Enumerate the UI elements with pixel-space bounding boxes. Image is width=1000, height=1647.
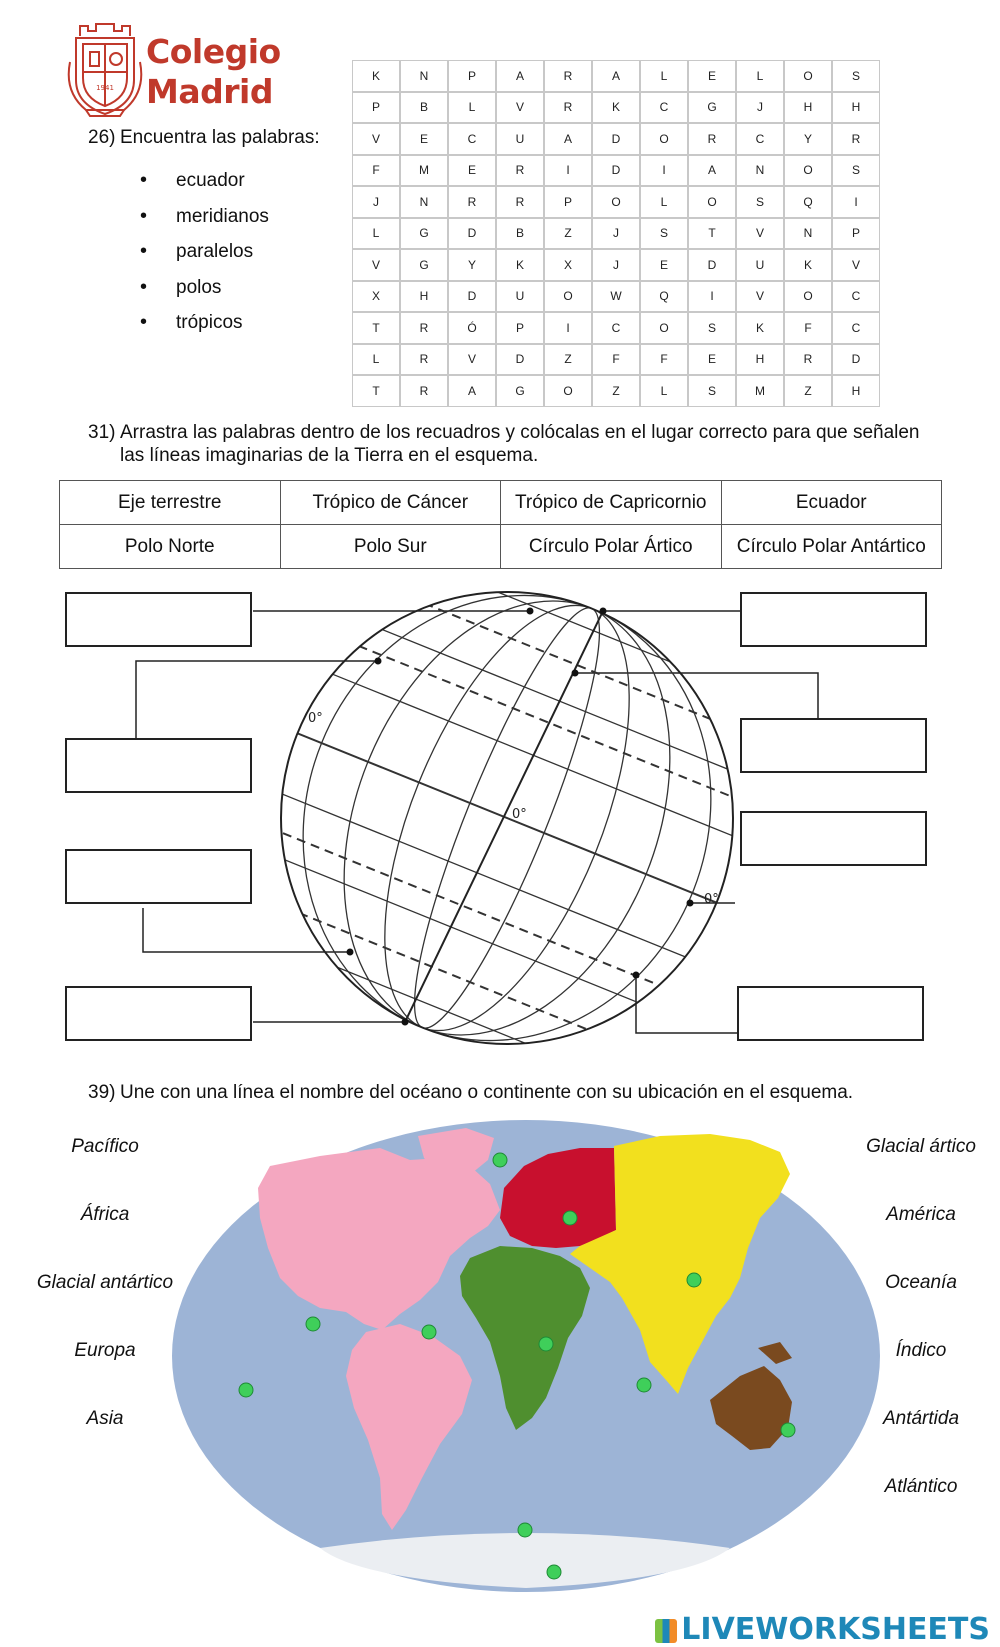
grid-cell[interactable]: C	[736, 123, 784, 155]
grid-cell[interactable]: V	[832, 249, 880, 281]
grid-cell[interactable]: G	[400, 249, 448, 281]
grid-cell[interactable]: V	[736, 281, 784, 313]
grid-cell[interactable]: F	[640, 344, 688, 376]
grid-cell[interactable]: R	[400, 375, 448, 407]
q26-number: 26)	[88, 127, 116, 148]
grid-cell[interactable]: E	[640, 249, 688, 281]
drop-box[interactable]	[740, 811, 927, 866]
grid-cell[interactable]: V	[352, 123, 400, 155]
grid-cell[interactable]: S	[688, 312, 736, 344]
grid-cell[interactable]: C	[592, 312, 640, 344]
grid-cell[interactable]: G	[688, 92, 736, 124]
map-label[interactable]: Pacífico	[71, 1136, 139, 1157]
grid-cell[interactable]: D	[448, 218, 496, 250]
word-bank-table	[59, 480, 942, 569]
globe-grid	[193, 580, 820, 1050]
grid-cell[interactable]: B	[496, 218, 544, 250]
q26-word-list	[140, 168, 269, 346]
grid-cell[interactable]: R	[448, 186, 496, 218]
grid-cell[interactable]: S	[688, 375, 736, 407]
word-item: • trópicos	[140, 310, 269, 346]
grid-cell[interactable]: R	[544, 60, 592, 92]
q31-text-line1: Arrastra las palabras dentro de los recuadros y colócalas en el lugar correcto para que señalen	[120, 422, 920, 443]
map-label[interactable]: África	[80, 1204, 130, 1225]
grid-cell[interactable]: R	[832, 123, 880, 155]
grid-cell[interactable]: A	[544, 123, 592, 155]
marker-smiley-icon[interactable]	[547, 1565, 561, 1579]
drop-box[interactable]	[737, 986, 924, 1041]
grid-cell[interactable]: K	[736, 312, 784, 344]
q39-number: 39)	[88, 1082, 116, 1103]
grid-cell[interactable]: L	[352, 344, 400, 376]
word-option[interactable]: Círculo Polar Antártico	[721, 525, 942, 569]
grid-cell[interactable]: Z	[544, 344, 592, 376]
drop-box[interactable]	[65, 986, 252, 1041]
grid-cell[interactable]: M	[736, 375, 784, 407]
grid-row	[352, 218, 880, 250]
grid-cell[interactable]: H	[400, 281, 448, 313]
word-item: • paralelos	[140, 239, 269, 275]
marker-smiley-icon[interactable]	[493, 1153, 507, 1167]
word-search-grid	[352, 60, 880, 407]
q26-text: Encuentra las palabras:	[120, 127, 320, 148]
grid-cell[interactable]: H	[832, 375, 880, 407]
marker-smiley-icon[interactable]	[518, 1523, 532, 1537]
grid-cell[interactable]: K	[592, 92, 640, 124]
word-option[interactable]: Trópico de Cáncer	[280, 481, 501, 525]
degree-label: 0°	[704, 892, 719, 907]
word-option[interactable]: Polo Norte	[60, 525, 281, 569]
grid-cell[interactable]: M	[400, 155, 448, 187]
grid-cell[interactable]: X	[544, 249, 592, 281]
grid-cell[interactable]: L	[640, 186, 688, 218]
grid-cell[interactable]: I	[544, 312, 592, 344]
q31-text-line2: las líneas imaginarias de la Tierra en el esquema.	[120, 445, 539, 466]
grid-cell[interactable]: U	[496, 281, 544, 313]
grid-cell[interactable]: I	[688, 281, 736, 313]
q39-text: Une con una línea el nombre del océano o continente con su ubicación en el esquema.	[120, 1082, 854, 1103]
grid-cell[interactable]: V	[496, 92, 544, 124]
grid-cell[interactable]: A	[592, 60, 640, 92]
grid-cell[interactable]: S	[640, 218, 688, 250]
drop-box[interactable]	[740, 592, 927, 647]
grid-cell[interactable]: R	[496, 186, 544, 218]
map-label[interactable]: Atlántico	[884, 1476, 958, 1497]
svg-text:1941: 1941	[96, 84, 114, 92]
grid-cell[interactable]: I	[832, 186, 880, 218]
grid-cell[interactable]: D	[448, 281, 496, 313]
grid-cell[interactable]: B	[400, 92, 448, 124]
grid-cell[interactable]: G	[400, 218, 448, 250]
map-label[interactable]: Europa	[74, 1340, 136, 1361]
grid-cell[interactable]: Z	[544, 218, 592, 250]
marker-smiley-icon[interactable]	[563, 1211, 577, 1225]
grid-row	[352, 92, 880, 124]
grid-cell[interactable]: T	[352, 312, 400, 344]
marker-smiley-icon[interactable]	[306, 1317, 320, 1331]
grid-cell[interactable]: L	[736, 60, 784, 92]
marker-smiley-icon[interactable]	[239, 1383, 253, 1397]
grid-cell[interactable]: L	[448, 92, 496, 124]
grid-cell[interactable]: L	[640, 60, 688, 92]
marker-smiley-icon[interactable]	[687, 1273, 701, 1287]
drop-box[interactable]	[65, 592, 252, 647]
grid-row	[352, 344, 880, 376]
grid-cell[interactable]: X	[352, 281, 400, 313]
grid-cell[interactable]: O	[592, 186, 640, 218]
grid-cell[interactable]: Y	[784, 123, 832, 155]
grid-cell[interactable]: N	[784, 218, 832, 250]
grid-cell[interactable]: V	[352, 249, 400, 281]
grid-cell[interactable]: N	[736, 155, 784, 187]
drop-box[interactable]	[65, 738, 252, 793]
drop-box[interactable]	[740, 718, 927, 773]
word-option[interactable]: Trópico de Capricornio	[501, 481, 722, 525]
grid-cell[interactable]: U	[496, 123, 544, 155]
grid-cell[interactable]: V	[448, 344, 496, 376]
grid-cell[interactable]: Z	[784, 375, 832, 407]
grid-cell[interactable]: P	[352, 92, 400, 124]
school-name-line1: Colegio	[146, 32, 281, 71]
grid-cell[interactable]: J	[352, 186, 400, 218]
grid-cell[interactable]: L	[640, 375, 688, 407]
grid-cell[interactable]: D	[496, 344, 544, 376]
grid-cell[interactable]: C	[832, 281, 880, 313]
marker-smiley-icon[interactable]	[637, 1378, 651, 1392]
grid-cell[interactable]: N	[400, 186, 448, 218]
grid-cell[interactable]: G	[496, 375, 544, 407]
grid-cell[interactable]: H	[832, 92, 880, 124]
grid-cell[interactable]: O	[544, 281, 592, 313]
grid-cell[interactable]: F	[592, 344, 640, 376]
grid-cell[interactable]: D	[592, 155, 640, 187]
grid-cell[interactable]: C	[448, 123, 496, 155]
grid-cell[interactable]: J	[592, 249, 640, 281]
map-label[interactable]: Glacial ártico	[866, 1136, 976, 1157]
grid-cell[interactable]: K	[352, 60, 400, 92]
q31-number: 31)	[88, 422, 116, 443]
school-name-line2: Madrid	[146, 72, 273, 111]
brand-text: LIVEWORKSHEETS	[681, 1612, 990, 1647]
grid-cell[interactable]: O	[640, 123, 688, 155]
grid-cell[interactable]: P	[832, 218, 880, 250]
grid-cell[interactable]: J	[592, 218, 640, 250]
degree-label: 0°	[512, 807, 527, 822]
grid-cell[interactable]: N	[400, 60, 448, 92]
map-label[interactable]: Glacial antártico	[36, 1272, 174, 1293]
grid-cell[interactable]: Z	[592, 375, 640, 407]
world-map	[170, 1118, 882, 1596]
map-label[interactable]: Índico	[895, 1340, 947, 1361]
grid-cell[interactable]: Ó	[448, 312, 496, 344]
marker-smiley-icon[interactable]	[539, 1337, 553, 1351]
grid-cell[interactable]: E	[688, 60, 736, 92]
grid-cell[interactable]: R	[400, 344, 448, 376]
grid-cell[interactable]: H	[784, 92, 832, 124]
grid-cell[interactable]: O	[784, 60, 832, 92]
grid-cell[interactable]: E	[688, 344, 736, 376]
grid-cell[interactable]: S	[832, 155, 880, 187]
grid-cell[interactable]: D	[688, 249, 736, 281]
grid-cell[interactable]: F	[784, 312, 832, 344]
grid-cell[interactable]: E	[400, 123, 448, 155]
grid-cell[interactable]: Y	[448, 249, 496, 281]
grid-cell[interactable]: Q	[640, 281, 688, 313]
drop-box[interactable]	[65, 849, 252, 904]
grid-row	[352, 281, 880, 313]
school-name	[146, 32, 281, 112]
grid-cell[interactable]: T	[688, 218, 736, 250]
map-label[interactable]: Asia	[86, 1408, 124, 1429]
grid-cell[interactable]: A	[496, 60, 544, 92]
grid-cell[interactable]: S	[736, 186, 784, 218]
grid-cell[interactable]: V	[736, 218, 784, 250]
grid-cell[interactable]: R	[784, 344, 832, 376]
school-logo	[66, 22, 281, 118]
grid-cell[interactable]: C	[640, 92, 688, 124]
liveworksheets-logo	[655, 1612, 990, 1647]
map-label[interactable]: Oceanía	[885, 1272, 957, 1293]
grid-row	[352, 123, 880, 155]
grid-cell[interactable]: D	[592, 123, 640, 155]
grid-cell[interactable]: J	[736, 92, 784, 124]
grid-cell[interactable]: L	[352, 218, 400, 250]
grid-cell[interactable]: P	[544, 186, 592, 218]
word-item: • ecuador	[140, 168, 269, 204]
grid-cell[interactable]: R	[400, 312, 448, 344]
grid-cell[interactable]: W	[592, 281, 640, 313]
grid-cell[interactable]: A	[448, 375, 496, 407]
grid-cell[interactable]: I	[544, 155, 592, 187]
grid-cell[interactable]: P	[448, 60, 496, 92]
marker-smiley-icon[interactable]	[781, 1423, 795, 1437]
grid-row	[352, 186, 880, 218]
word-option[interactable]: Polo Sur	[280, 525, 501, 569]
q39-prompt	[88, 1081, 853, 1104]
grid-cell[interactable]: R	[688, 123, 736, 155]
word-item: • polos	[140, 275, 269, 311]
map-label[interactable]: Antártida	[882, 1408, 960, 1429]
grid-row	[352, 155, 880, 187]
grid-cell[interactable]: R	[496, 155, 544, 187]
grid-cell[interactable]: O	[640, 312, 688, 344]
degree-label: 0°	[308, 711, 323, 726]
grid-cell[interactable]: O	[544, 375, 592, 407]
grid-cell[interactable]: D	[832, 344, 880, 376]
word-option[interactable]: Círculo Polar Ártico	[501, 525, 722, 569]
grid-cell[interactable]: A	[688, 155, 736, 187]
grid-cell[interactable]: P	[496, 312, 544, 344]
grid-cell[interactable]: O	[784, 155, 832, 187]
grid-cell[interactable]: Q	[784, 186, 832, 218]
word-option[interactable]: Ecuador	[721, 481, 942, 525]
grid-row	[352, 249, 880, 281]
grid-cell[interactable]: S	[832, 60, 880, 92]
grid-cell[interactable]: C	[832, 312, 880, 344]
brand-blocks-icon	[655, 1619, 677, 1643]
grid-cell[interactable]: F	[352, 155, 400, 187]
grid-row	[352, 375, 880, 407]
school-seal-icon	[66, 22, 144, 118]
grid-row	[352, 60, 880, 92]
word-item: • meridianos	[140, 204, 269, 240]
marker-smiley-icon[interactable]	[422, 1325, 436, 1339]
grid-row	[352, 312, 880, 344]
grid-cell[interactable]: T	[352, 375, 400, 407]
grid-cell[interactable]: K	[496, 249, 544, 281]
grid-cell[interactable]: K	[784, 249, 832, 281]
grid-cell[interactable]: O	[688, 186, 736, 218]
grid-cell[interactable]: U	[736, 249, 784, 281]
map-label[interactable]: América	[886, 1204, 956, 1225]
q31-prompt	[88, 421, 968, 467]
q26-prompt	[88, 126, 320, 149]
grid-cell[interactable]: H	[736, 344, 784, 376]
word-option[interactable]: Eje terrestre	[60, 481, 281, 525]
grid-cell[interactable]: O	[784, 281, 832, 313]
continent-antarctica	[320, 1533, 730, 1588]
grid-cell[interactable]: E	[448, 155, 496, 187]
grid-cell[interactable]: R	[544, 92, 592, 124]
grid-cell[interactable]: I	[640, 155, 688, 187]
